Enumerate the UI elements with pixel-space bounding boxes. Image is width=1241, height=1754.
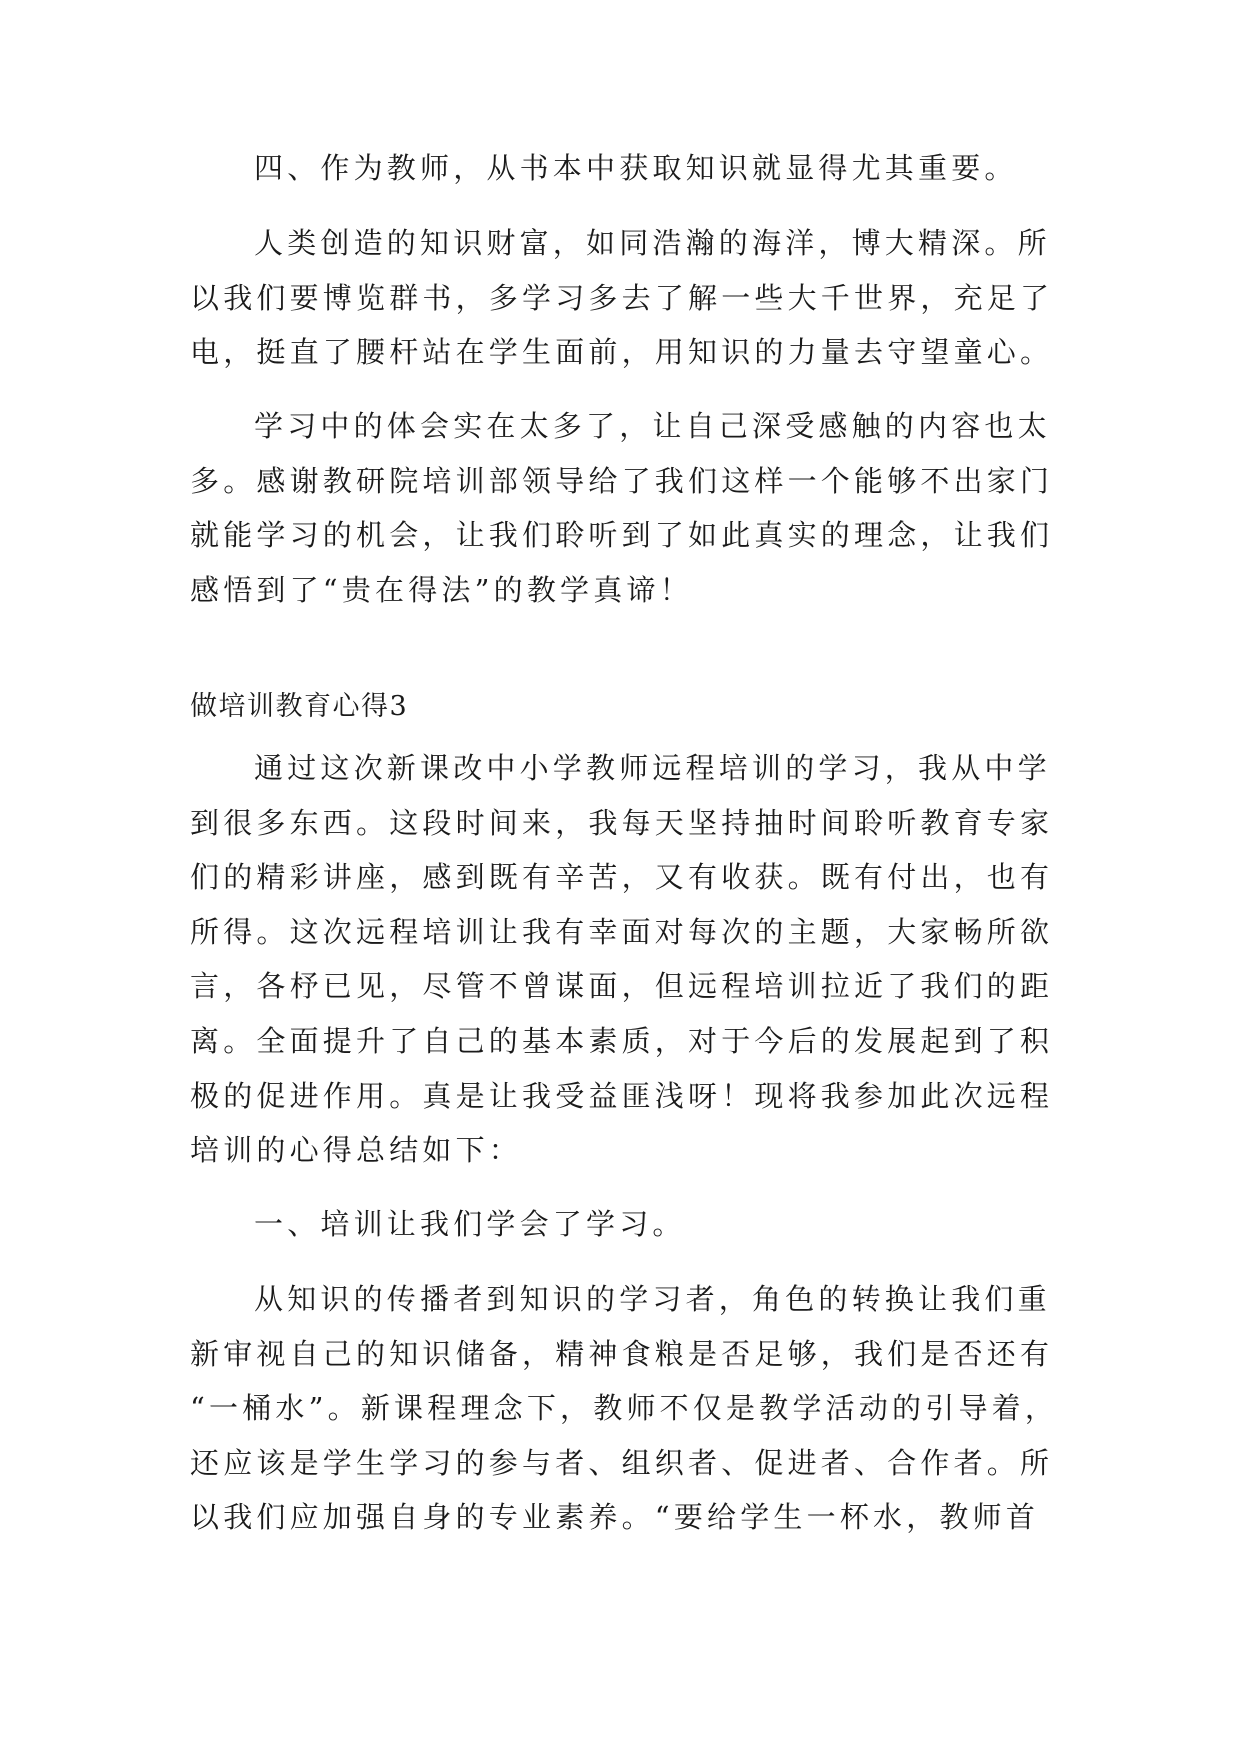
paragraph-line: 以我们应加强自身的专业素养。“要给学生一杯水，教师首 (190, 1500, 1040, 1534)
paragraph-line: “一桶水”。新课程理念下，教师不仅是教学活动的引导着， (190, 1391, 1059, 1425)
paragraph-line: 培训的心得总结如下： (190, 1133, 523, 1167)
paragraph-line: 离。全面提升了自己的基本素质，对于今后的发展起到了积 (190, 1024, 1054, 1058)
section-heading: 做培训教育心得3 (190, 691, 409, 722)
paragraph-line: 从知识的传播者到知识的学习者，角色的转换让我们重 (254, 1282, 1051, 1316)
paragraph-line: 学习中的体会实在太多了，让自己深受感触的内容也太 (254, 409, 1051, 443)
paragraph-line: 通过这次新课改中小学教师远程培训的学习，我从中学 (254, 751, 1051, 785)
paragraph-line: 四、作为教师，从书本中获取知识就显得尤其重要。 (254, 151, 1018, 185)
paragraph-line: 所得。这次远程培训让我有幸面对每次的主题，大家畅所欲 (190, 915, 1054, 949)
paragraph-line: 以我们要博览群书，多学习多去了解一些大千世界，充足了 (190, 281, 1054, 315)
paragraph-line: 新审视自己的知识储备，精神食粮是否足够，我们是否还有 (190, 1337, 1054, 1371)
paragraph-line: 到很多东西。这段时间来，我每天坚持抽时间聆听教育专家 (190, 806, 1054, 840)
paragraph-line: 言，各杼已见，尽管不曾谋面，但远程培训拉近了我们的距 (190, 969, 1054, 1003)
paragraph-line: 极的促进作用。真是让我受益匪浅呀！现将我参加此次远程 (190, 1079, 1054, 1113)
paragraph-line: 人类创造的知识财富，如同浩瀚的海洋，博大精深。所 (254, 226, 1051, 260)
paragraph-line: 电，挺直了腰杆站在学生面前，用知识的力量去守望童心。 (190, 335, 1054, 369)
paragraph-line: 还应该是学生学习的参与者、组织者、促进者、合作者。所 (190, 1446, 1054, 1480)
paragraph-line: 就能学习的机会，让我们聆听到了如此真实的理念，让我们 (190, 518, 1054, 552)
paragraph-line: 感悟到了“贵在得法”的教学真谛！ (190, 573, 693, 607)
paragraph-line: 多。感谢教研院培训部领导给了我们这样一个能够不出家门 (190, 464, 1054, 498)
paragraph-line: 一、培训让我们学会了学习。 (254, 1207, 686, 1241)
paragraph-line: 们的精彩讲座，感到既有辛苦，又有收获。既有付出，也有 (190, 860, 1054, 894)
